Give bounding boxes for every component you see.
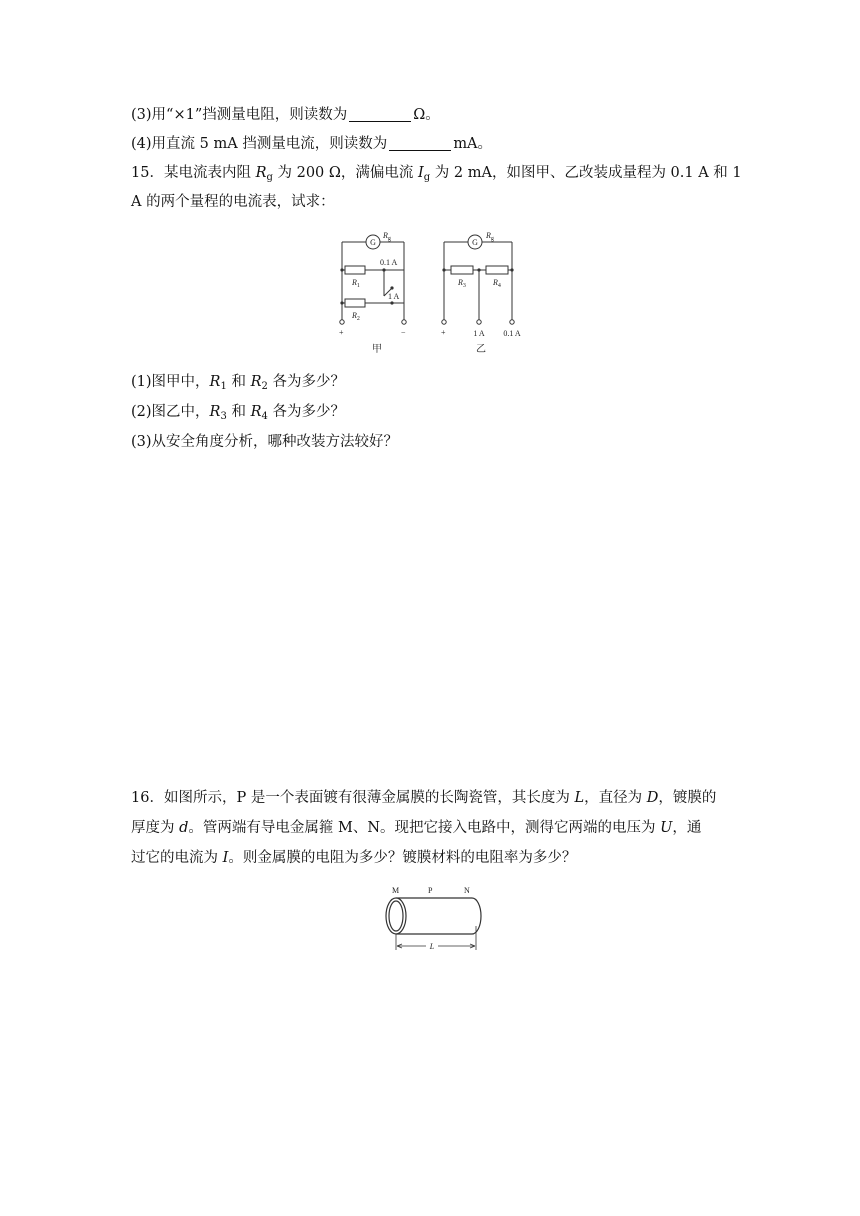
figure-caption-jia: 甲: [372, 344, 382, 355]
q15-text: 为 2 mA，如图甲、乙改装成量程为 0.1 A 和 1: [430, 165, 742, 181]
q16-text: 。则金属膜的电阻为多少？镀膜材料的电阻率为多少？: [228, 850, 577, 866]
subscript: g: [423, 172, 431, 183]
minus-terminal-label: −: [401, 328, 406, 337]
subscript: g: [266, 172, 273, 183]
rg-label: [382, 231, 391, 242]
q15-sub3: [131, 432, 398, 452]
q15-sub2: [131, 402, 345, 422]
symbol: I: [418, 165, 424, 181]
terminal-1a-label: 1 A: [473, 329, 485, 338]
q16-text: 过它的电流为: [131, 850, 223, 866]
q15-sub1-text: (1)图甲中，: [131, 374, 210, 390]
r1-label: [351, 278, 360, 289]
q15-stem-line1: [131, 163, 742, 183]
q15-stem-line2: [131, 192, 335, 212]
symbol: d: [179, 820, 189, 836]
q16-stem-line3: [131, 848, 576, 868]
subscript: 3: [220, 411, 227, 422]
q15-text: 某电流表内阻: [163, 165, 256, 181]
q14-part3: [131, 105, 440, 125]
q16-text: ，通: [672, 820, 702, 836]
q16-text: 如图所示，P 是一个表面镀有很薄金属膜的长陶瓷管，其长度为: [163, 790, 575, 806]
r1-symbol: R: [352, 278, 357, 287]
range-big-label: 1 A: [388, 292, 400, 301]
q16-text: 。管两端有导电金属箍 M、N。现把它接入电路中，测得它两端的电压为: [188, 820, 661, 836]
q16-stem-line2: [131, 818, 701, 838]
label-m: M: [392, 886, 400, 895]
q15-sub2-text: (2)图乙中，: [131, 404, 210, 420]
r3-subscript: 3: [462, 283, 466, 289]
q15-text: 为 200 Ω，满偏电流: [272, 165, 419, 181]
subscript: 2: [261, 381, 268, 392]
label-length: L: [429, 942, 435, 951]
answer-blank[interactable]: [389, 136, 451, 151]
r2-label: [351, 311, 360, 322]
q16-text: ，镀膜的: [658, 790, 717, 806]
q14-part3-text: (3)用“×1”挡测量电阻，则读数为: [131, 107, 348, 123]
r3-symbol: R: [458, 278, 463, 287]
r4-symbol: R: [493, 278, 498, 287]
q15-sub1-text: 和: [226, 374, 251, 390]
subscript: 1: [220, 381, 227, 392]
q14-part4-unit: mA。: [453, 136, 493, 152]
r4-subscript: 4: [497, 283, 501, 289]
q15-sub2-text: 各为多少？: [267, 404, 345, 420]
answer-blank[interactable]: [349, 107, 411, 122]
galvanometer-label: G: [370, 238, 376, 247]
rg-symbol: R: [486, 231, 491, 240]
circuit-figure: [336, 228, 536, 358]
r2-symbol: R: [352, 311, 357, 320]
rg-subscript: g: [387, 236, 391, 242]
symbol: U: [660, 820, 673, 836]
r2-subscript: 2: [356, 316, 360, 322]
rg-symbol: R: [383, 231, 388, 240]
q14-part3-unit: Ω。: [413, 107, 440, 123]
label-p: P: [428, 886, 433, 895]
q15-sub1-text: 各为多少？: [267, 374, 345, 390]
symbol: R: [209, 404, 221, 420]
tube-figure: [380, 884, 484, 956]
plus-terminal-label: +: [339, 328, 344, 337]
label-n: N: [464, 886, 470, 895]
plus-terminal-label: +: [441, 328, 446, 337]
r3-label: [457, 278, 466, 289]
rg-label: [485, 231, 494, 242]
symbol: R: [255, 165, 267, 181]
q16-stem-line1: [131, 788, 716, 808]
symbol: L: [574, 790, 585, 806]
symbol: I: [222, 850, 229, 866]
q15-text: A 的两个量程的电流表，试求：: [131, 194, 335, 210]
q15-sub3-text: (3)从安全角度分析，哪种改装方法较好？: [131, 434, 399, 450]
question-number: 15．: [131, 165, 164, 181]
rg-subscript: g: [490, 236, 494, 242]
galvanometer-label: G: [472, 238, 478, 247]
symbol: D: [646, 790, 659, 806]
q14-part4: [131, 134, 492, 154]
q16-text: 厚度为: [131, 820, 180, 836]
symbol: R: [209, 374, 221, 390]
r4-label: [492, 278, 501, 289]
r1-subscript: 1: [356, 283, 360, 289]
q15-sub2-text: 和: [226, 404, 251, 420]
symbol: R: [250, 404, 262, 420]
symbol: R: [250, 374, 262, 390]
range-small-label: 0.1 A: [380, 258, 398, 267]
q15-sub1: [131, 372, 345, 392]
terminal-01a-label: 0.1 A: [503, 329, 521, 338]
q16-text: ，直径为: [584, 790, 647, 806]
question-number: 16．: [131, 790, 164, 806]
subscript: 4: [261, 411, 268, 422]
q14-part4-text: (4)用直流 5 mA 挡测量电流，则读数为: [131, 136, 388, 152]
figure-caption-yi: 乙: [476, 344, 486, 355]
